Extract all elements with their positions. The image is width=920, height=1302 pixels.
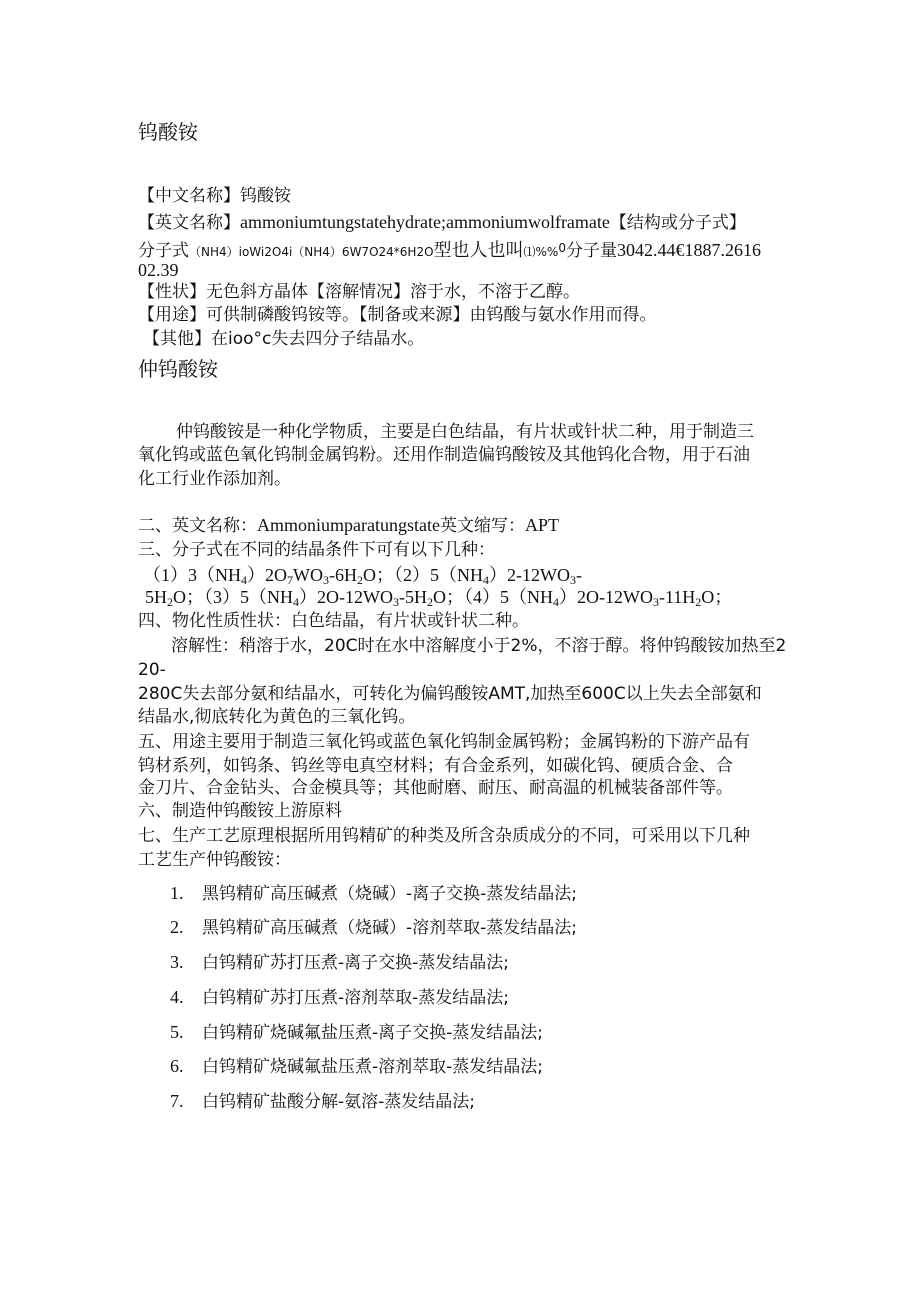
page-title: 钨酸铵 bbox=[138, 120, 198, 144]
section-7-line-2: 工艺生产仲钨酸铵： bbox=[138, 850, 291, 870]
list-item: 1. 黑钨精矿高压碱煮（烧碱）-离子交换-蒸发结晶法; bbox=[170, 883, 577, 904]
list-item: 4. 白钨精矿苏打压煮-溶剂萃取-蒸发结晶法; bbox=[170, 987, 509, 1008]
solubility-line-3: 280C失去部分氨和结晶水，可转化为偏钨酸铵AMT,加热至600C以上失去全部氨和 bbox=[138, 684, 762, 704]
section-2: 二、英文名称：Ammoniumparatungstate英文缩写：APT bbox=[138, 515, 559, 536]
section-5-line-3: 金刀片、合金钻头、合金模具等；其他耐磨、耐压、耐高温的机械装备部件等。 bbox=[138, 778, 733, 798]
list-item: 3. 白钨精矿苏打压煮-离子交换-蒸发结晶法; bbox=[170, 952, 509, 973]
info-properties: 【性状】无色斜方晶体【溶解情况】溶于水，不溶于乙醇。 bbox=[138, 282, 580, 302]
list-item: 6. 白钨精矿烧碱氟盐压煮-溶剂萃取-蒸发结晶法; bbox=[170, 1056, 543, 1077]
list-item: 5. 白钨精矿烧碱氟盐压煮-离子交换-蒸发结晶法; bbox=[170, 1022, 543, 1043]
list-item: 7. 白钨精矿盐酸分解-氨溶-蒸发结晶法; bbox=[170, 1091, 475, 1112]
section-title: 仲钨酸铵 bbox=[138, 357, 218, 381]
info-usage: 【用途】可供制磷酸钨铵等。【制备或来源】由钨酸与氨水作用而得。 bbox=[138, 305, 657, 325]
section-3: 三、分子式在不同的结晶条件下可有以下几种： bbox=[138, 540, 495, 560]
list-item: 2. 黑钨精矿高压碱煮（烧碱）-溶剂萃取-蒸发结晶法; bbox=[170, 917, 577, 938]
info-chinese-name: 【中文名称】钨酸铵 bbox=[138, 186, 291, 206]
section-5-line-1: 五、用途主要用于制造三氧化钨或蓝色氧化钨制金属钨粉；金属钨粉的下游产品有 bbox=[138, 732, 750, 752]
solubility-line-1: 溶解性：稍溶于水，20C时在水中溶解度小于2%，不溶于醇。将仲钨酸铵加热至2 bbox=[171, 636, 787, 656]
section-5-line-2: 钨材系列，如钨条、钨丝等电真空材料；有合金系列，如碳化钨、硬质合金、合 bbox=[138, 756, 733, 776]
intro-line-2: 氧化钨或蓝色氧化钨制金属钨粉。还用作制造偏钨酸铵及其他钨化合物，用于石油 bbox=[138, 445, 750, 465]
solubility-line-4: 结晶水,彻底转化为黄色的三氧化钨。 bbox=[138, 707, 416, 727]
info-english-name: 【英文名称】ammoniumtungstatehydrate;ammoniumwolframate【结构或分子式】 bbox=[138, 212, 746, 233]
info-other: 【其他】在ioo°c失去四分子结晶水。 bbox=[143, 329, 425, 349]
intro-line-1: 仲钨酸铵是一种化学物质，主要是白色结晶，有片状或针状二种，用于制造三 bbox=[176, 422, 754, 442]
info-formula-cont: 02.39 bbox=[138, 260, 179, 280]
info-formula: 分子式（NH4）ioWi2O4i（NH4）6W7O24*6H2O型也人也叫⑴%%$^0$分子量3042.44€1887.2616 bbox=[138, 240, 761, 261]
section-4: 四、物化性质性状：白色结晶，有片状或针状二种。 bbox=[138, 611, 529, 631]
formula-line-1: $(1)3(NH_4)2O_7WO_3-6H_2O$；$(2)5(NH_4)2-12WO_3-$ bbox=[143, 565, 582, 587]
intro-line-3: 化工行业作添加剂。 bbox=[138, 469, 291, 489]
solubility-line-2: 20- bbox=[138, 660, 166, 680]
section-6: 六、制造仲钨酸铵上游原料 bbox=[138, 801, 342, 821]
formula-line-2: $5H_2O$；$(3)5(NH_4)2O-12WO_3-5H_2O$；$(4)5(NH_4)2O-12WO_3-11H_2O$； bbox=[145, 587, 733, 609]
section-7-line-1: 七、生产工艺原理根据所用钨精矿的种类及所含杂质成分的不同，可采用以下几种 bbox=[138, 826, 750, 846]
